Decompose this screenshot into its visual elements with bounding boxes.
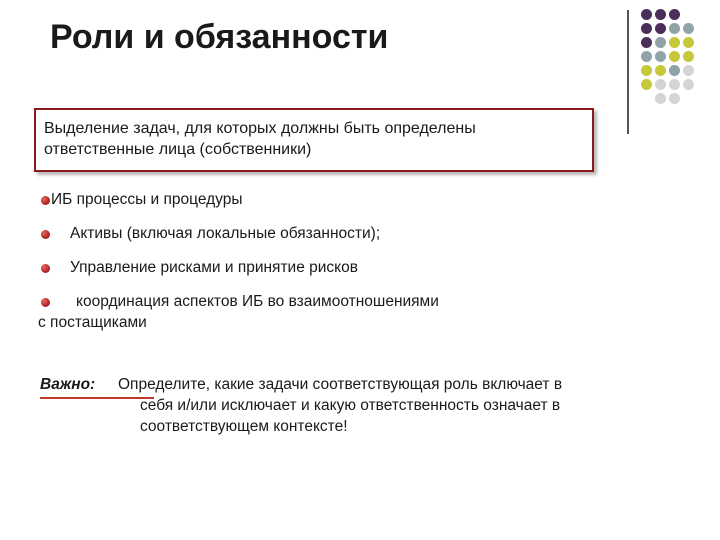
decor-dot <box>655 9 666 20</box>
decor-dot <box>655 37 666 48</box>
decor-dot <box>655 23 666 34</box>
bullet-icon <box>41 196 50 205</box>
important-label: Важно: <box>40 376 96 393</box>
bullet-text: ИБ процессы и процедуры <box>51 191 243 208</box>
scope-box <box>34 108 594 172</box>
decor-dot <box>655 93 666 104</box>
important-line-3: соответствующем контексте! <box>140 418 348 435</box>
decor-dot <box>641 23 652 34</box>
decor-dot <box>641 79 652 90</box>
decor-dot <box>641 65 652 76</box>
decor-dot <box>669 51 680 62</box>
important-underline <box>40 397 154 399</box>
important-line-1: Определите, какие задачи соответствующая роль включает в <box>118 376 563 393</box>
scope-box-line-2: ответственные лица (собственники) <box>44 141 312 158</box>
bullet-icon <box>41 264 50 273</box>
decor-dot <box>683 37 694 48</box>
decor-dot <box>655 51 666 62</box>
decor-dot <box>683 23 694 34</box>
decor-dot <box>655 65 666 76</box>
bullet-text: Активы (включая локальные обязанности); <box>70 225 381 242</box>
decor-dot <box>641 9 652 20</box>
dot-grid-decoration <box>641 9 720 119</box>
scope-box-line-1: Выделение задач, для которых должны быть определены <box>44 120 476 137</box>
decor-dot <box>669 9 680 20</box>
bullet-text: Управление рисками и принятие рисков <box>70 259 358 276</box>
vertical-divider <box>627 10 629 134</box>
bullet-text-line-1: координация аспектов ИБ во взаимоотношениями <box>76 293 439 310</box>
decor-dot <box>641 37 652 48</box>
decor-dot <box>669 23 680 34</box>
decor-dot <box>641 51 652 62</box>
decor-dot <box>669 79 680 90</box>
important-line-2: себя и/или исключает и какую ответственность означает в <box>140 397 561 414</box>
bullet-icon <box>41 230 50 239</box>
decor-dot <box>683 79 694 90</box>
slide-title: Роли и обязанности <box>50 18 389 56</box>
decor-dot <box>669 93 680 104</box>
decor-dot <box>683 51 694 62</box>
decor-dot <box>655 79 666 90</box>
decor-dot <box>683 65 694 76</box>
bullet-icon <box>41 298 50 307</box>
bullet-text-line-2: с постащиками <box>38 314 147 331</box>
decor-dot <box>669 65 680 76</box>
decor-dot <box>669 37 680 48</box>
